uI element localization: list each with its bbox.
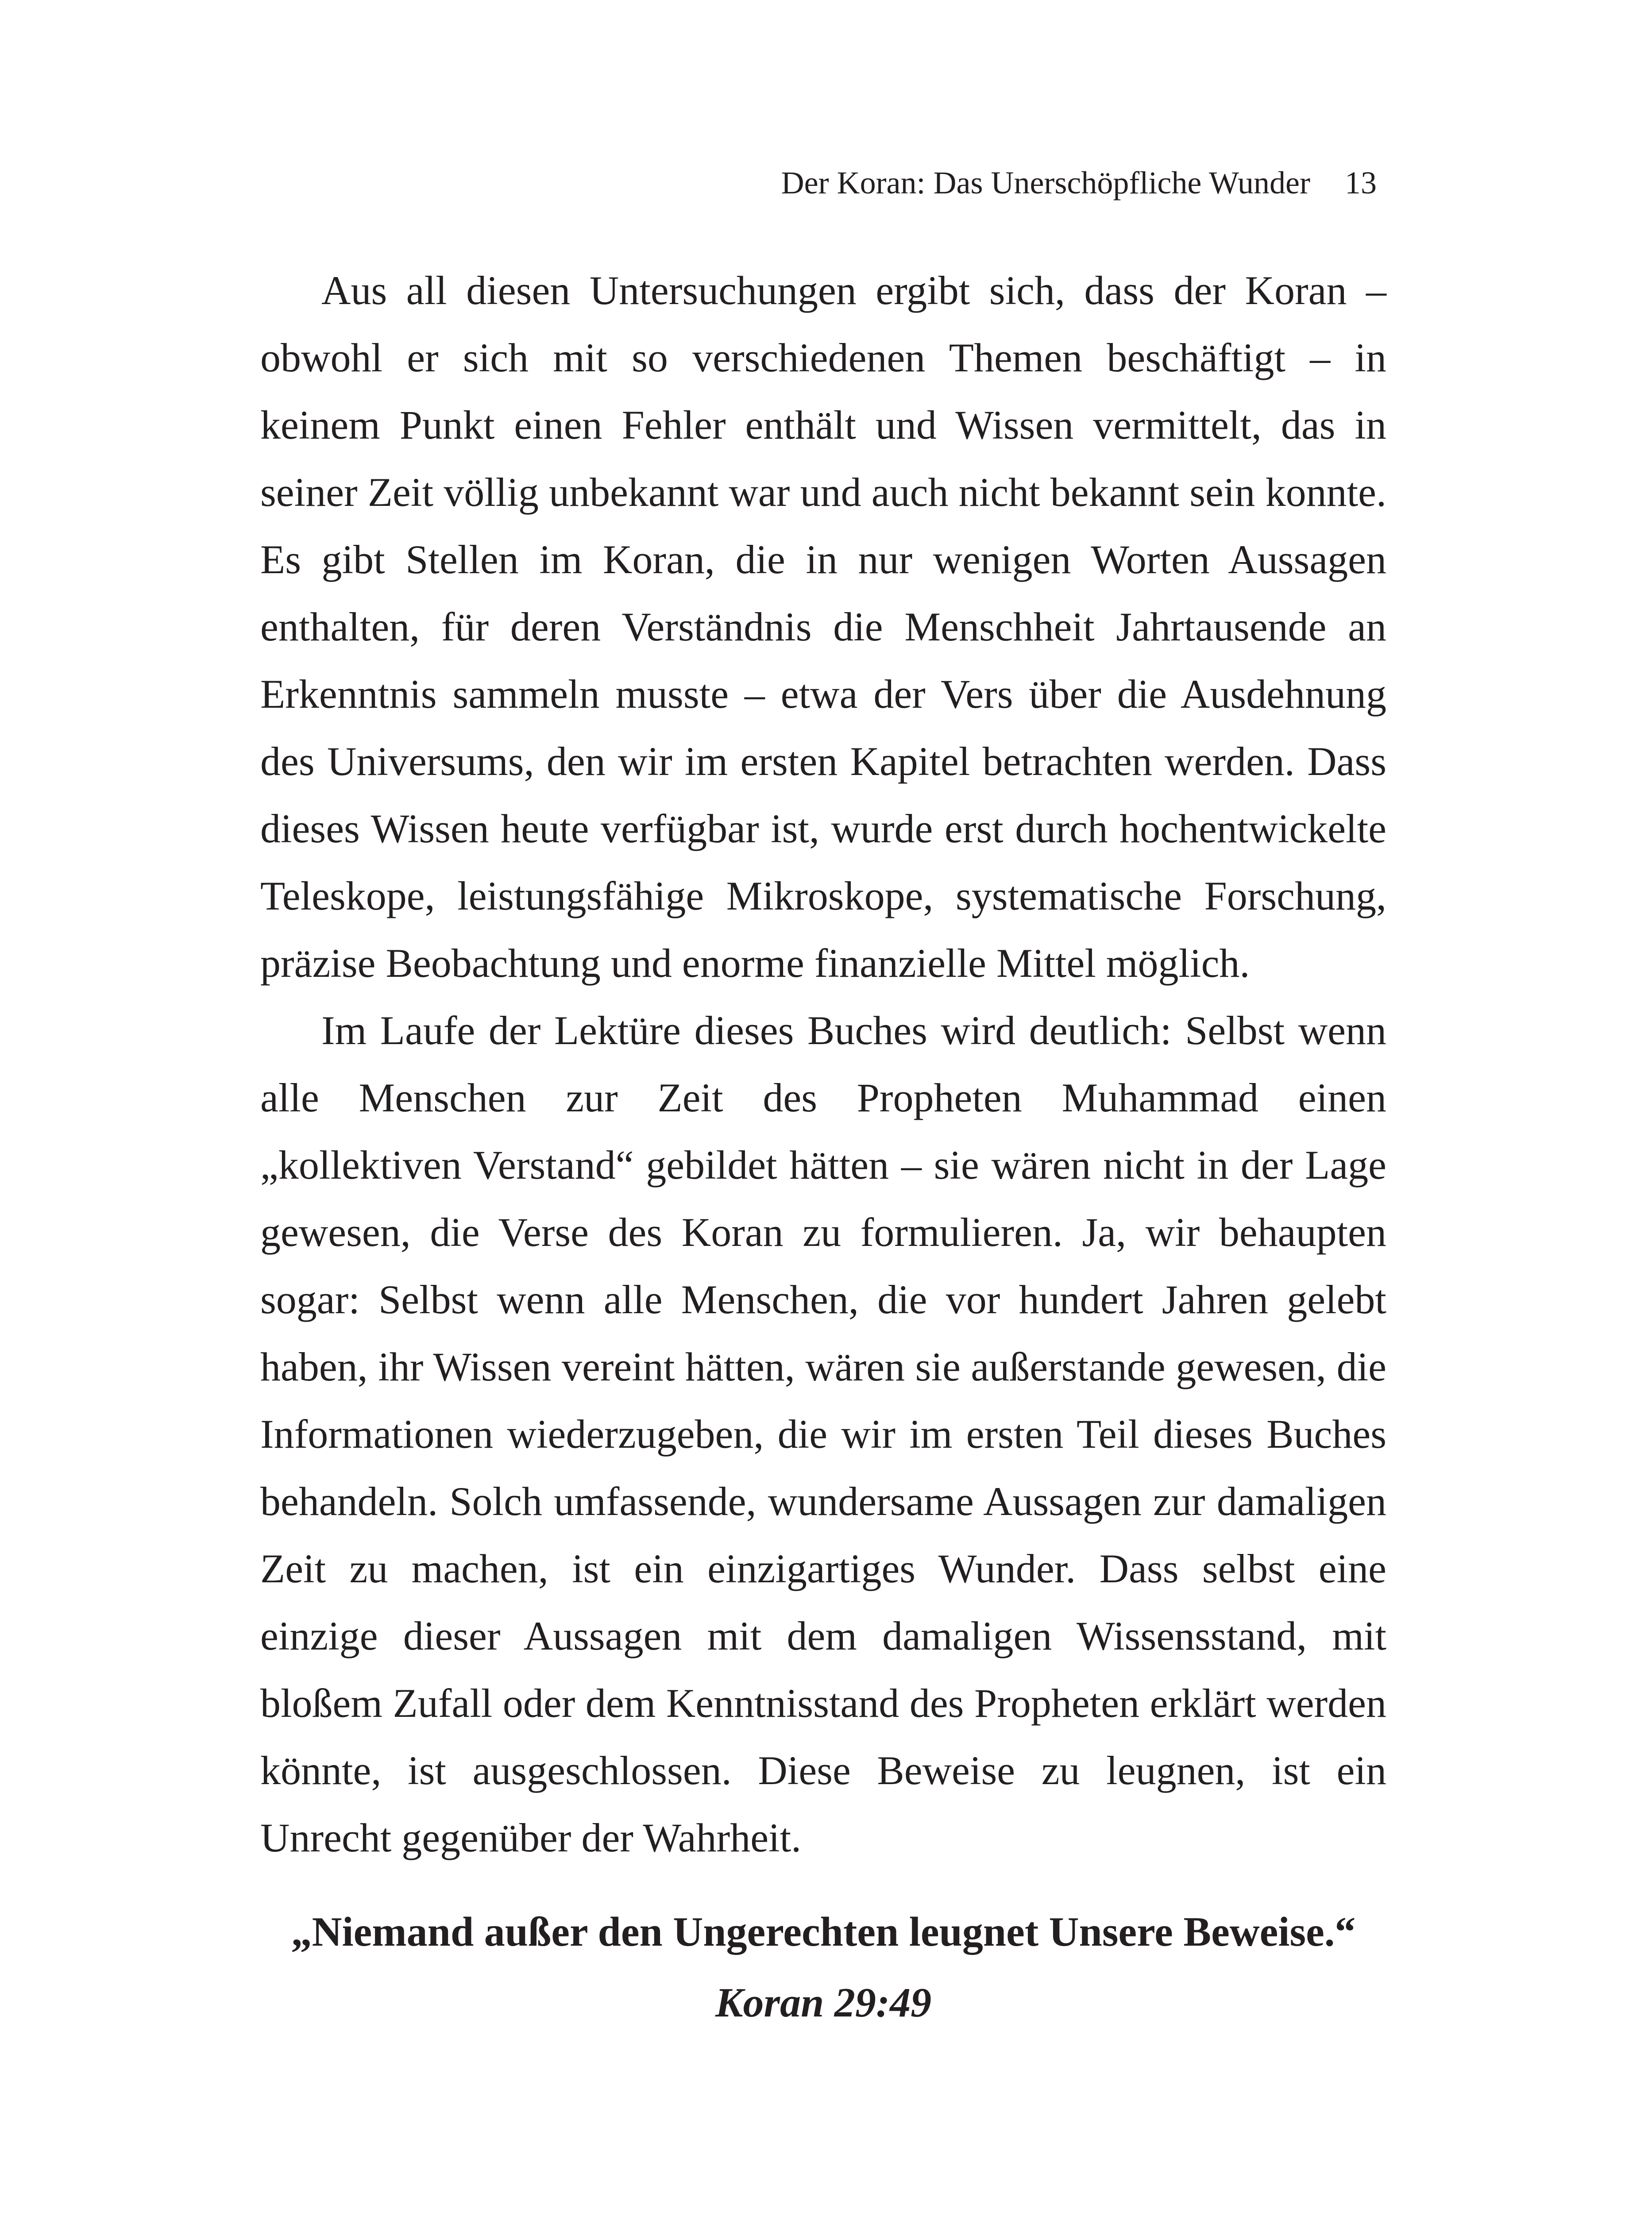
page-number: 13 [1345,165,1377,200]
paragraph-2: Im Laufe der Lektüre dieses Buches wird deutlich: Selbst wenn alle Menschen zur Zeit des Propheten Muhammad einen „kollektiven Verstand“ gebildet hätten – sie wären nicht in der Lage gewesen, die Verse des Koran zu formulieren. Ja, wir behaupten sogar: Selbst wenn alle Menschen, die vor hundert Jahren gelebt haben, ihr Wissen vereint hätten, wären sie außerstande gewesen, die Informationen wiederzugeben, die wir im ersten Teil dieses Buches behandeln. Solch umfassende, wundersame Aussagen zur damaligen Zeit zu machen, ist ein einzigartiges Wunder. Dass selbst eine einzige dieser Aussagen mit dem damaligen Wissensstand, mit bloßem Zufall oder dem Kenntnisstand des Propheten erklärt werden könnte, ist ausgeschlossen. Diese Beweise zu leugnen, ist ein Unrecht gegenüber der Wahrheit. [260,1008,1386,1860]
running-header [781,163,1377,203]
running-title: Der Koran: Das Unerschöpfliche Wunder [781,165,1310,200]
quote-text: „Niemand außer den Ungerechten leugnet Unsere Beweise.“ [291,1909,1356,1955]
quote-block [260,1899,1386,2036]
paragraph-1: Aus all diesen Untersuchungen ergibt sich, dass der Koran – obwohl er sich mit so verschiedenen Themen beschäftigt – in keinem Punkt einen Fehler enthält und Wissen vermittelt, das in seiner Zeit völlig unbekannt war und auch nicht bekannt sein konnte. Es gibt Stellen im Koran, die in nur wenigen Worten Aussagen enthalten, für deren Verständnis die Menschheit Jahrtausende an Erkenntnis sammeln musste – etwa der Vers über die Ausdehnung des Universums, den wir im ersten Kapitel betrachten werden. Dass dieses Wissen heute verfügbar ist, wurde erst durch hochentwickelte Teleskope, leistungsfähige Mikroskope, systematische Forschung, präzise Beobachtung und enorme finanzielle Mittel möglich. [260,268,1386,986]
body-text [260,257,1386,1871]
quote-source: Koran 29:49 [715,1980,932,2026]
